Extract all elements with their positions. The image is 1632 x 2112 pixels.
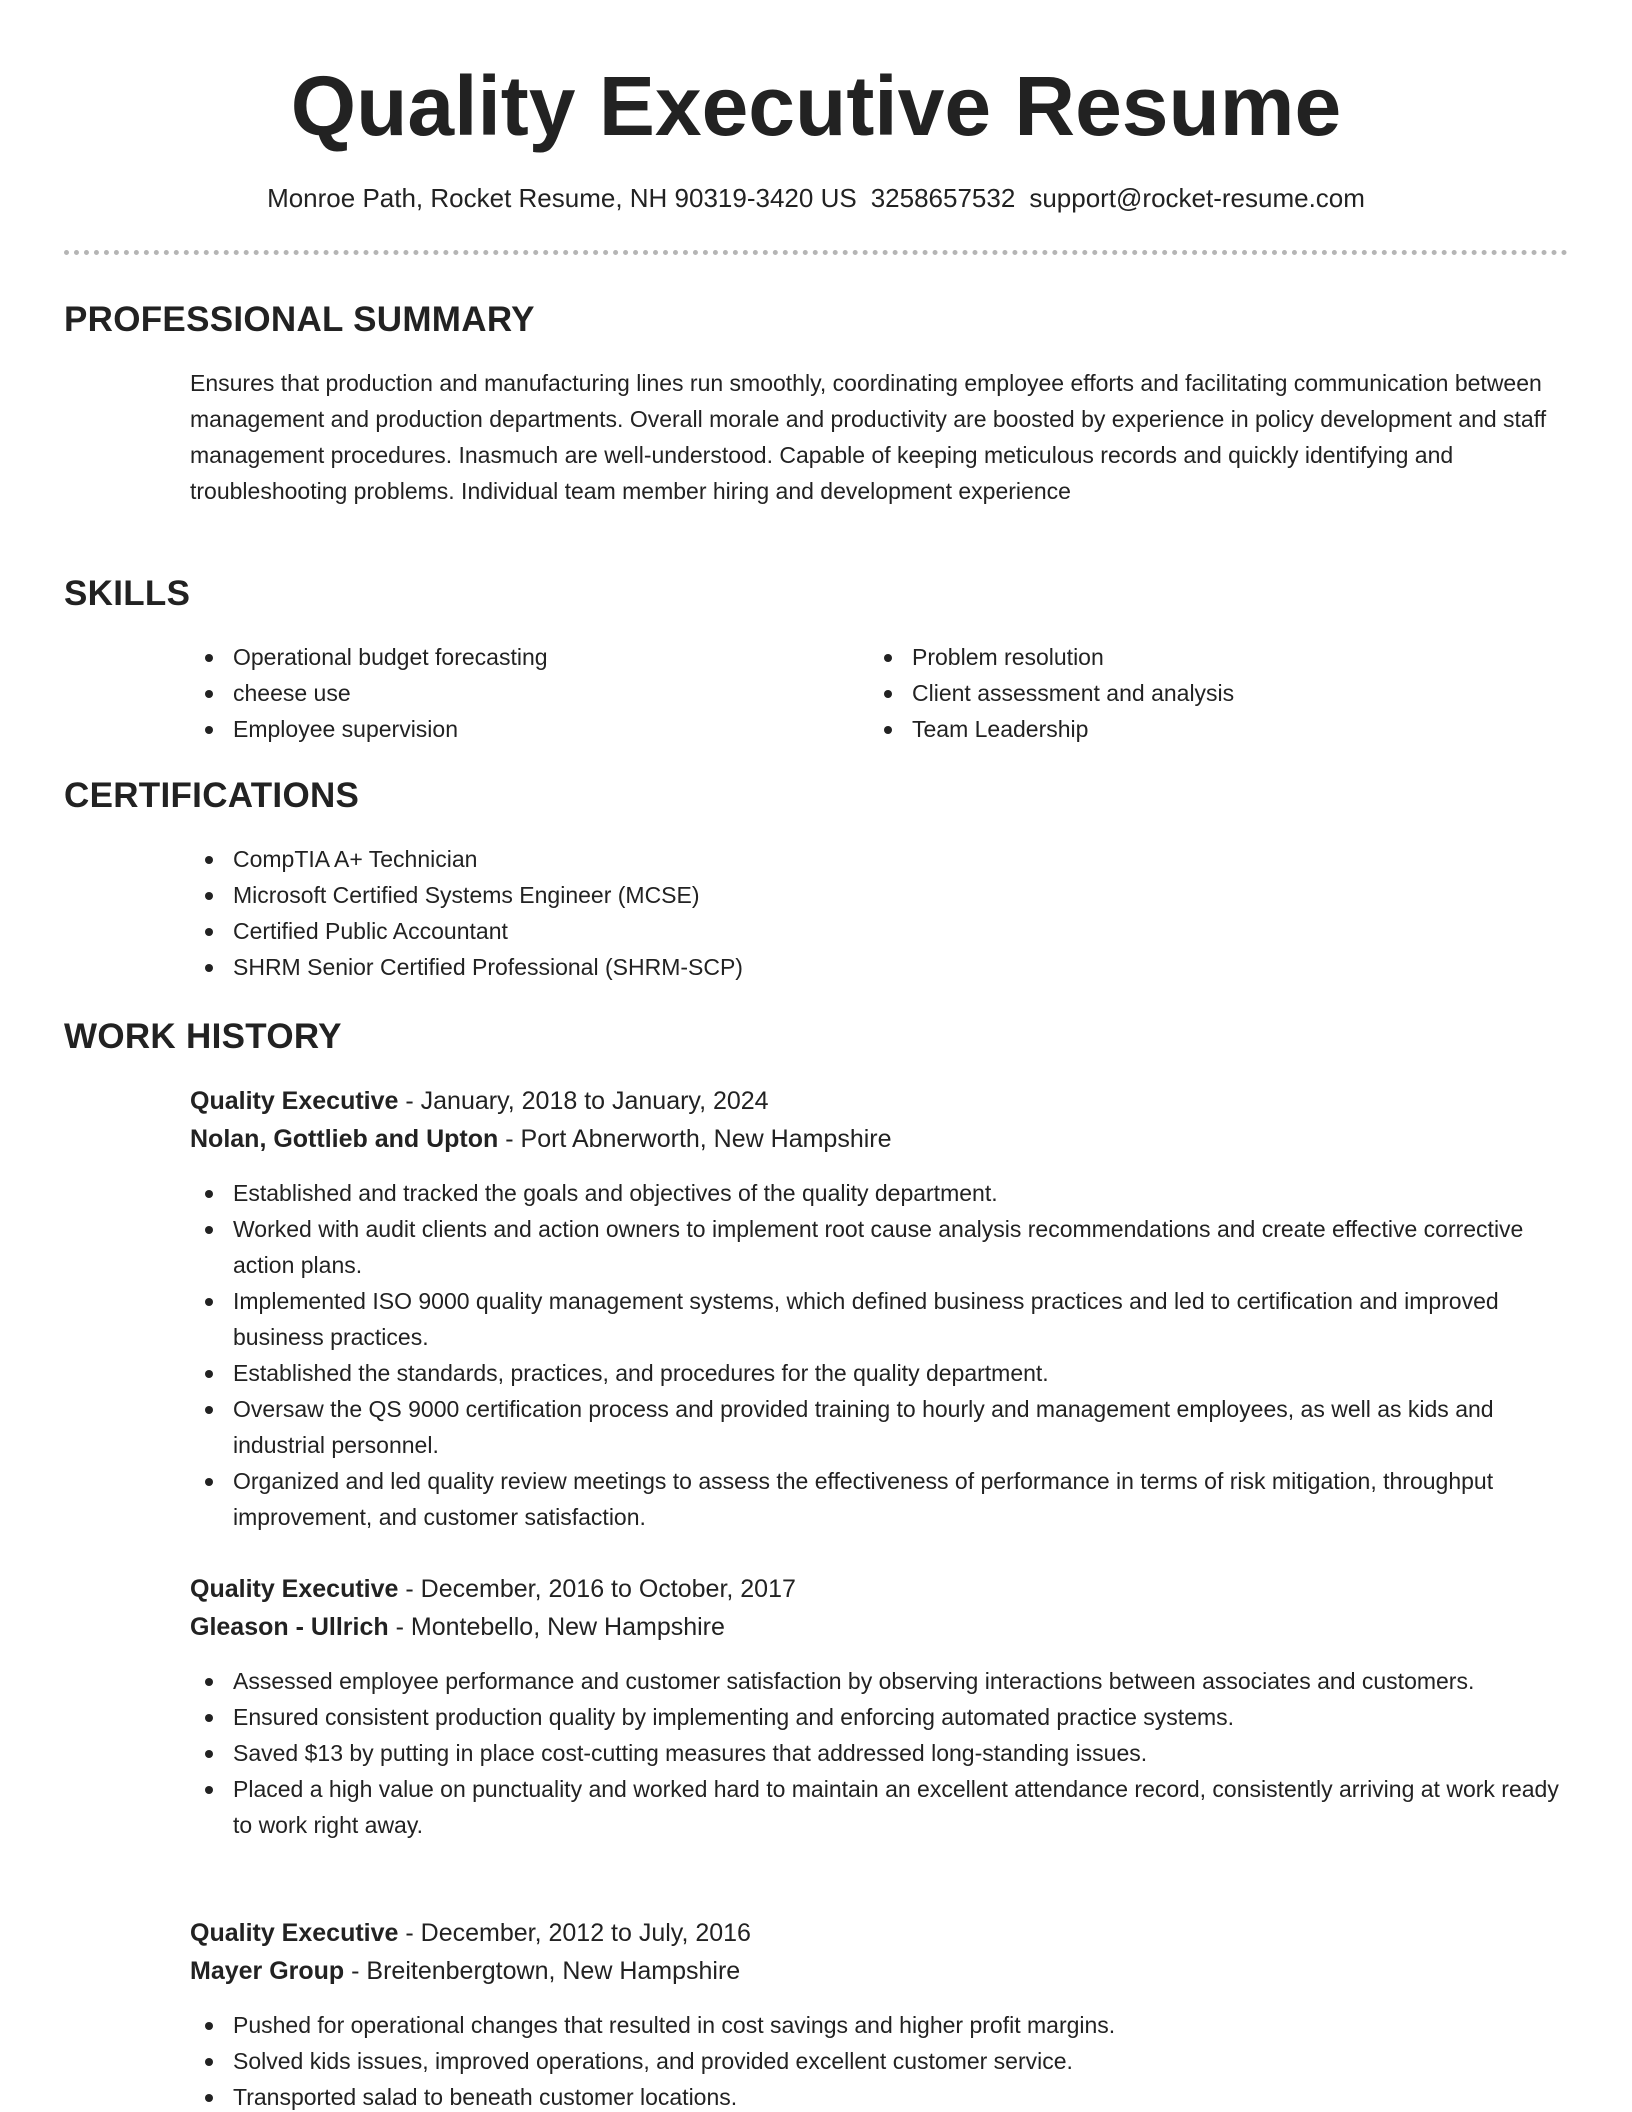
job-title: Quality Executive [190, 1919, 399, 1947]
contact-address: Monroe Path, Rocket Resume, NH 90319-3420 US [267, 183, 857, 213]
skill-item: cheese use [190, 675, 830, 711]
summary-text: Ensures that production and manufacturing lines run smoothly, coordinating employee efforts and facilitating communication between management and production departments. Overall morale and productivity are boosted by experience in policy development and staff management procedures. Inasmuch are well-understood. Capable of keeping meticulous records and quickly identifying and troubleshooting problems. Individual team member hiring and development experience [190, 370, 1547, 504]
job-title: Quality Executive [190, 1575, 399, 1603]
certifications-list [190, 841, 1560, 985]
skill-item: Employee supervision [190, 711, 830, 747]
job-title-line [190, 1082, 769, 1120]
job-bullet: Assessed employee performance and customer satisfaction by observing interactions between associates and customers. [190, 1663, 1560, 1699]
skill-item: Client assessment and analysis [869, 675, 1559, 711]
job-company-line [190, 1608, 725, 1646]
skills-list-right [869, 639, 1559, 747]
certification-item: Certified Public Accountant [190, 913, 1560, 949]
job-dates: - December, 2016 to October, 2017 [398, 1575, 796, 1603]
job-company: Gleason - Ullrich [190, 1613, 389, 1641]
job-bullets [190, 1663, 1560, 1843]
certification-item: Microsoft Certified Systems Engineer (MCSE) [190, 877, 1560, 913]
job-bullet: Established and tracked the goals and objectives of the quality department. [190, 1175, 1560, 1211]
job-title-line [190, 1570, 796, 1608]
contact-phone: 3258657532 [870, 183, 1016, 213]
job-title-line [190, 1914, 751, 1952]
job-bullet: Oversaw the QS 9000 certification process and provided training to hourly and management employees, as well as kids and industrial personnel. [190, 1391, 1560, 1463]
summary-heading: PROFESSIONAL SUMMARY [64, 300, 535, 339]
job-bullet: Solved kids issues, improved operations, and provided excellent customer service. [190, 2043, 1560, 2079]
skill-item: Operational budget forecasting [190, 639, 830, 675]
job-company-line [190, 1952, 740, 1990]
job-company: Mayer Group [190, 1957, 345, 1985]
job-bullet: Implemented ISO 9000 quality management systems, which defined business practices and led to certification and improved business practices. [190, 1283, 1560, 1355]
job-dates: - January, 2018 to January, 2024 [398, 1087, 769, 1115]
job-title: Quality Executive [190, 1087, 399, 1115]
job-bullet: Organized and led quality review meetings to assess the effectiveness of performance in terms of risk mitigation, throughput improvement, and customer satisfaction. [190, 1463, 1560, 1535]
job-bullets [190, 2007, 1560, 2112]
job-company-line [190, 1120, 892, 1158]
skills-heading: SKILLS [64, 574, 191, 613]
skills-list-left [190, 639, 830, 747]
header-divider [64, 250, 1568, 255]
job-location: - Port Abnerworth, New Hampshire [498, 1125, 892, 1153]
skill-item: Problem resolution [869, 639, 1559, 675]
job-bullets [190, 1175, 1560, 1535]
resume-title: Quality Executive Resume [290, 59, 1342, 153]
job-bullet: Pushed for operational changes that resulted in cost savings and higher profit margins. [190, 2007, 1560, 2043]
contact-email: support@rocket-resume.com [1029, 183, 1365, 213]
job-bullet: Placed a high value on punctuality and worked hard to maintain an excellent attendance record, consistently arriving at work ready to work right away. [190, 1771, 1560, 1843]
job-bullet: Ensured consistent production quality by implementing and enforcing automated practice systems. [190, 1699, 1560, 1735]
job-bullet: Saved $13 by putting in place cost-cutting measures that addressed long-standing issues. [190, 1735, 1560, 1771]
job-location: - Breitenbergtown, New Hampshire [344, 1957, 741, 1985]
job-bullet: Established the standards, practices, and procedures for the quality department. [190, 1355, 1560, 1391]
certification-item: CompTIA A+ Technician [190, 841, 1560, 877]
job-company: Nolan, Gottlieb and Upton [190, 1125, 499, 1153]
job-location: - Montebello, New Hampshire [388, 1613, 725, 1641]
contact-line [0, 180, 1632, 216]
skill-item: Team Leadership [869, 711, 1559, 747]
job-bullet: Worked with audit clients and action owners to implement root cause analysis recommendations and create effective corrective action plans. [190, 1211, 1560, 1283]
job-dates: - December, 2012 to July, 2016 [398, 1919, 751, 1947]
certification-item: SHRM Senior Certified Professional (SHRM-SCP) [190, 949, 1560, 985]
certifications-heading: CERTIFICATIONS [64, 776, 360, 815]
job-bullet: Transported salad to beneath customer locations. [190, 2079, 1560, 2112]
work-heading: WORK HISTORY [64, 1017, 342, 1056]
